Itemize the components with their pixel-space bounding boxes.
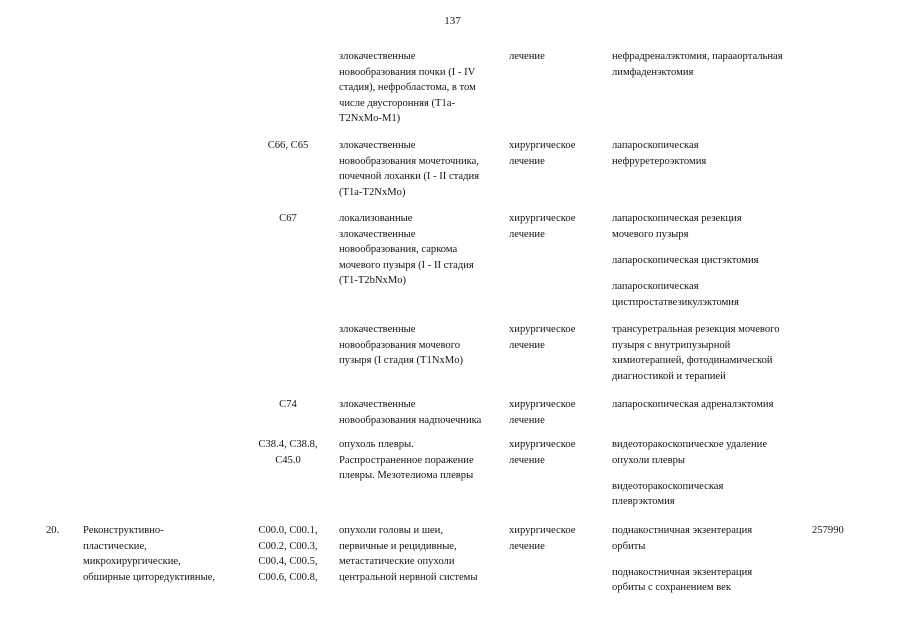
diagnosis <box>339 211 504 289</box>
treatment-line: хирургическое <box>509 439 576 450</box>
diagnosis-line: новообразования, саркома <box>339 244 458 256</box>
treatment-method-line: лапароскопическая резекция <box>612 213 742 224</box>
treatment-method <box>612 437 812 468</box>
treatment-line: хирургическое <box>509 525 576 536</box>
treatment-method-line: нефрадреналэктомия, парааортальная <box>612 51 783 62</box>
care-type-name-line: микрохирургические, <box>83 556 181 568</box>
icd-codes <box>249 211 327 227</box>
treatment-type <box>509 138 604 169</box>
care-type-name-line: Реконструктивно- <box>83 525 164 536</box>
treatment-methods <box>612 138 812 169</box>
treatment-method-line: лимфаденэктомия <box>612 66 694 78</box>
diagnosis-line: злокачественные <box>339 51 416 62</box>
treatment-type <box>509 322 604 353</box>
diagnosis-line: опухоли головы и шеи, <box>339 525 444 536</box>
treatment-line: хирургическое <box>509 399 576 410</box>
treatment-method-line: лапароскопическая цистэктомия <box>612 254 759 266</box>
icd-code-line: C67 <box>279 213 297 224</box>
treatment-type <box>509 49 604 65</box>
treatment-method <box>612 397 812 413</box>
treatment-methods <box>612 211 812 310</box>
icd-code-line: C00.2, C00.3, <box>258 540 318 552</box>
treatment-method-line: опухоли плевры <box>612 454 685 466</box>
diagnosis <box>339 138 504 200</box>
diagnosis <box>339 437 504 484</box>
treatment-method-line: видеоторакоскопическая <box>612 480 724 492</box>
diagnosis-line: злокачественные <box>339 140 416 151</box>
diagnosis-line: новообразования почки (I - IV <box>339 66 476 78</box>
care-type-name-line: пластические, <box>83 540 147 552</box>
treatment-line: хирургическое <box>509 140 576 151</box>
treatment-line: лечение <box>509 228 545 240</box>
diagnosis-line: новообразования мочевого <box>339 339 461 351</box>
treatment-line: лечение <box>509 414 545 426</box>
treatment-method-line: видеоторакоскопическое удаление <box>612 439 768 450</box>
treatment-method <box>612 253 812 269</box>
treatment-method <box>612 138 812 169</box>
page-number: 137 <box>444 15 461 27</box>
treatment-methods <box>612 322 812 384</box>
treatment-method-line: мочевого пузыря <box>612 228 689 240</box>
treatment-methods <box>612 49 812 80</box>
treatment-method-line: нефруретероэктомия <box>612 155 707 167</box>
treatment-method <box>612 565 812 596</box>
treatment-line: хирургическое <box>509 213 576 224</box>
treatment-line: лечение <box>509 454 545 466</box>
treatment-method-line: поднакостничная экзентерация <box>612 525 753 536</box>
diagnosis-line: злокачественные <box>339 324 416 335</box>
icd-code-line: C38.4, C38.8, <box>258 439 318 450</box>
diagnosis-line: злокачественные <box>339 399 416 410</box>
icd-codes <box>249 437 327 468</box>
icd-codes <box>249 138 327 154</box>
diagnosis-line: мочевого пузыря (I - II стадия <box>339 259 474 271</box>
treatment-method-line: цистпростатвезикулэктомия <box>612 296 739 308</box>
treatment-methods <box>612 523 812 596</box>
icd-codes <box>249 397 327 413</box>
treatment-method-line: диагностикой и терапией <box>612 370 726 382</box>
diagnosis-line: Распространенное поражение <box>339 454 474 466</box>
diagnosis-line: новообразования мочеточника, <box>339 155 479 167</box>
icd-code-line: C74 <box>279 399 297 410</box>
treatment-line: лечение <box>509 155 545 167</box>
treatment-type <box>509 397 604 428</box>
treatment-method-line: орбиты с сохранением век <box>612 582 731 594</box>
treatment-method <box>612 523 812 554</box>
treatment-method <box>612 49 812 80</box>
diagnosis-line: T2NxMo-M1) <box>339 113 401 125</box>
diagnosis-line: злокачественные <box>339 228 416 240</box>
treatment-line: лечение <box>509 540 545 552</box>
diagnosis <box>339 523 504 585</box>
cost-value: 257990 <box>812 525 844 536</box>
treatment-method-line: лапароскопическая <box>612 280 699 292</box>
icd-code-line: C66, C65 <box>267 140 309 151</box>
diagnosis-line: (T1-T2bNxMo) <box>339 275 407 287</box>
care-type-name <box>83 523 243 585</box>
treatment-method-line: орбиты <box>612 540 646 552</box>
treatment-method-line: лапароскопическая <box>612 140 699 151</box>
diagnosis <box>339 49 504 127</box>
treatment-method-line: пузыря с внутрипузырной <box>612 339 731 351</box>
treatment-method <box>612 279 812 310</box>
diagnosis-line: числе двусторонняя (T1a- <box>339 97 456 109</box>
diagnosis-line: почечной лоханки (I - II стадия <box>339 171 480 183</box>
diagnosis <box>339 397 504 428</box>
icd-code-line: C00.0, C00.1, <box>258 525 318 536</box>
treatment-line: хирургическое <box>509 324 576 335</box>
treatment-method <box>612 479 812 510</box>
icd-codes <box>249 523 327 585</box>
diagnosis-line: (T1a-T2NxMo) <box>339 186 406 198</box>
diagnosis-line: метастатические опухоли <box>339 556 455 568</box>
diagnosis <box>339 322 504 369</box>
icd-code-line: C45.0 <box>275 454 301 466</box>
diagnosis-line: плевры. Мезотелиома плевры <box>339 470 474 482</box>
diagnosis-line: новообразования надпочечника <box>339 414 482 426</box>
icd-code-line: C00.4, C00.5, <box>258 556 318 568</box>
treatment-method <box>612 211 812 242</box>
treatment-method-line: трансуретральная резекция мочевого <box>612 324 780 335</box>
diagnosis-line: пузыря (I стадия (T1NxMo) <box>339 355 464 367</box>
row-number: 20. <box>46 525 60 536</box>
treatment-method-line: химиотерапией, фотодинамической <box>612 355 773 367</box>
treatment-methods <box>612 397 812 413</box>
icd-code-line: C00.6, C00.8, <box>258 571 318 583</box>
care-type-name-line: обширные циторедуктивные, <box>83 571 216 583</box>
treatment-type <box>509 437 604 468</box>
diagnosis-line: центральной нервной системы <box>339 571 478 583</box>
treatment-type <box>509 523 604 554</box>
treatment-method-line: плеврэктомия <box>612 496 675 508</box>
treatment-method <box>612 322 812 384</box>
treatment-line: лечение <box>509 339 545 351</box>
diagnosis-line: стадия), нефробластома, в том <box>339 82 476 94</box>
treatment-line: лечение <box>509 51 545 62</box>
treatment-methods <box>612 437 812 510</box>
diagnosis-line: локализованные <box>339 213 413 224</box>
treatment-type <box>509 211 604 242</box>
treatment-method-line: лапароскопическая адреналэктомия <box>612 399 774 410</box>
treatment-method-line: поднакостничная экзентерация <box>612 566 753 578</box>
diagnosis-line: опухоль плевры. <box>339 439 414 450</box>
diagnosis-line: первичные и рецидивные, <box>339 540 457 552</box>
